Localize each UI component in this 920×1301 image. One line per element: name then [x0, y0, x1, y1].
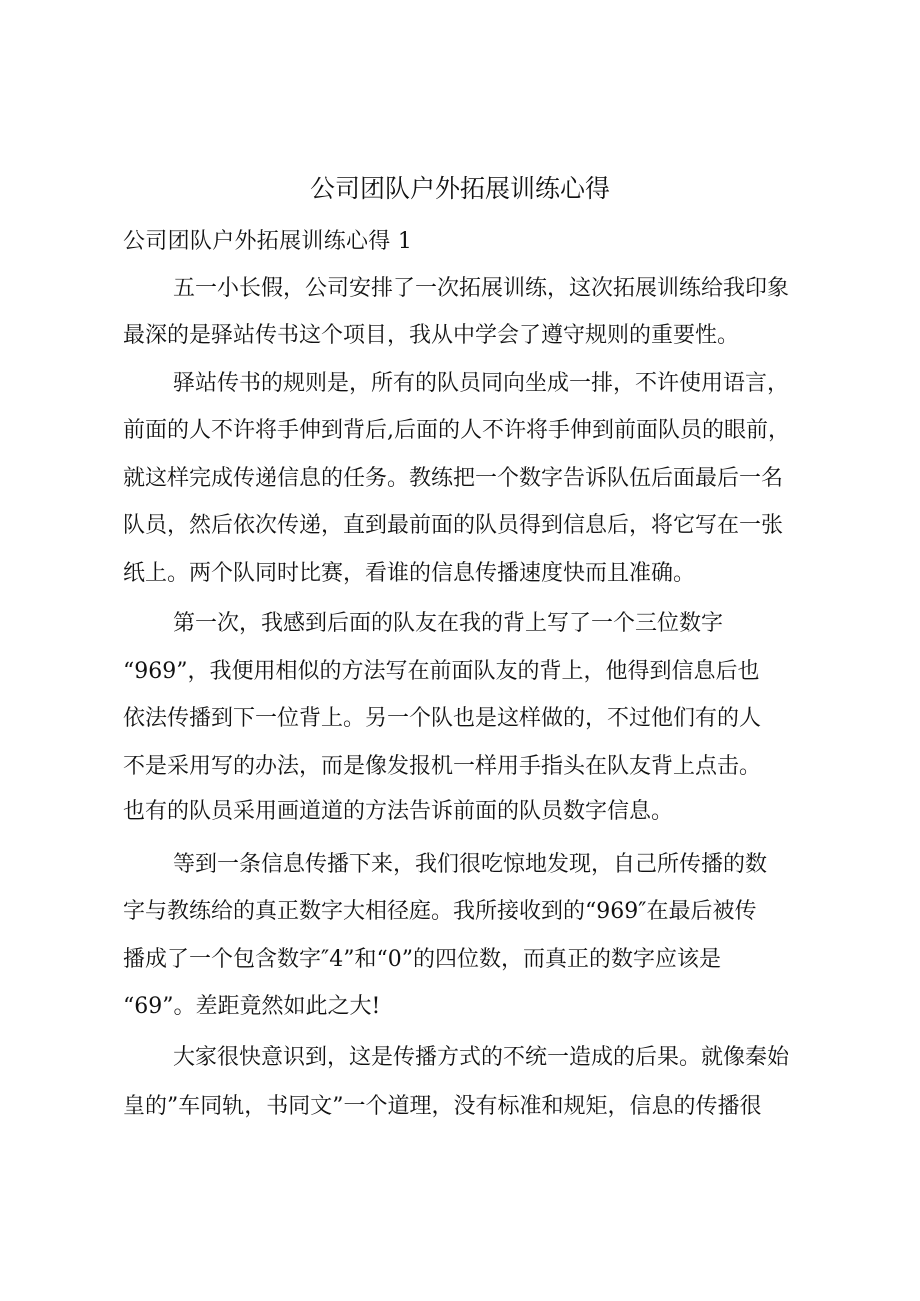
paragraph-line: “969”，我便用相似的方法写在前面队友的背上，他得到信息后也: [123, 659, 760, 684]
section-heading: 公司团队户外拓展训练心得 1: [123, 229, 413, 254]
paragraph-line: 字与教练给的真正数字大相径庭。我所接收到的“969″在最后被传: [123, 899, 757, 924]
paragraph-line: 依法传播到下一位背上。另一个队也是这样做的，不过他们有的人: [123, 706, 762, 731]
document-title: 公司团队户外拓展训练心得: [309, 174, 610, 203]
paragraph-line: 大家很快意识到，这是传播方式的不统一造成的后果。就像秦始: [173, 1045, 790, 1070]
paragraph-line: 等到一条信息传播下来，我们很吃惊地发现，自己所传播的数: [173, 852, 768, 877]
paragraph-line: 驿站传书的规则是，所有的队员同向坐成一排，不许使用语言，: [173, 371, 790, 396]
paragraph-line: “69”。差距竟然如此之大!: [123, 994, 381, 1019]
paragraph-line: 就这样完成传递信息的任务。教练把一个数字告诉队伍后面最后一名: [123, 466, 784, 491]
paragraph-line: 皇的”车同轨，书同文”一个道理，没有标准和规矩，信息的传播很: [123, 1094, 762, 1119]
paragraph-line: 也有的队员采用画道道的方法告诉前面的队员数字信息。: [123, 799, 674, 824]
paragraph-line: 播成了一个包含数字″4”和“0”的四位数，而真正的数字应该是: [123, 947, 721, 972]
paragraph-line: 纸上。两个队同时比赛，看谁的信息传播速度快而且准确。: [123, 561, 696, 586]
paragraph-line: 第一次，我感到后面的队友在我的背上写了一个三位数字: [173, 611, 724, 636]
paragraph-line: 前面的人不许将手伸到背后,后面的人不许将手伸到前面队员的眼前，: [123, 418, 790, 443]
paragraph-line: 最深的是驿站传书这个项目，我从中学会了遵守规则的重要性。: [123, 323, 740, 348]
paragraph-line: 五一小长假，公司安排了一次拓展训练，这次拓展训练给我印象: [173, 276, 790, 301]
paragraph-line: 队员，然后依次传递，直到最前面的队员得到信息后，将它写在一张: [123, 513, 784, 538]
paragraph-line: 不是采用写的办法，而是像发报机一样用手指头在队友背上点击。: [123, 754, 762, 779]
